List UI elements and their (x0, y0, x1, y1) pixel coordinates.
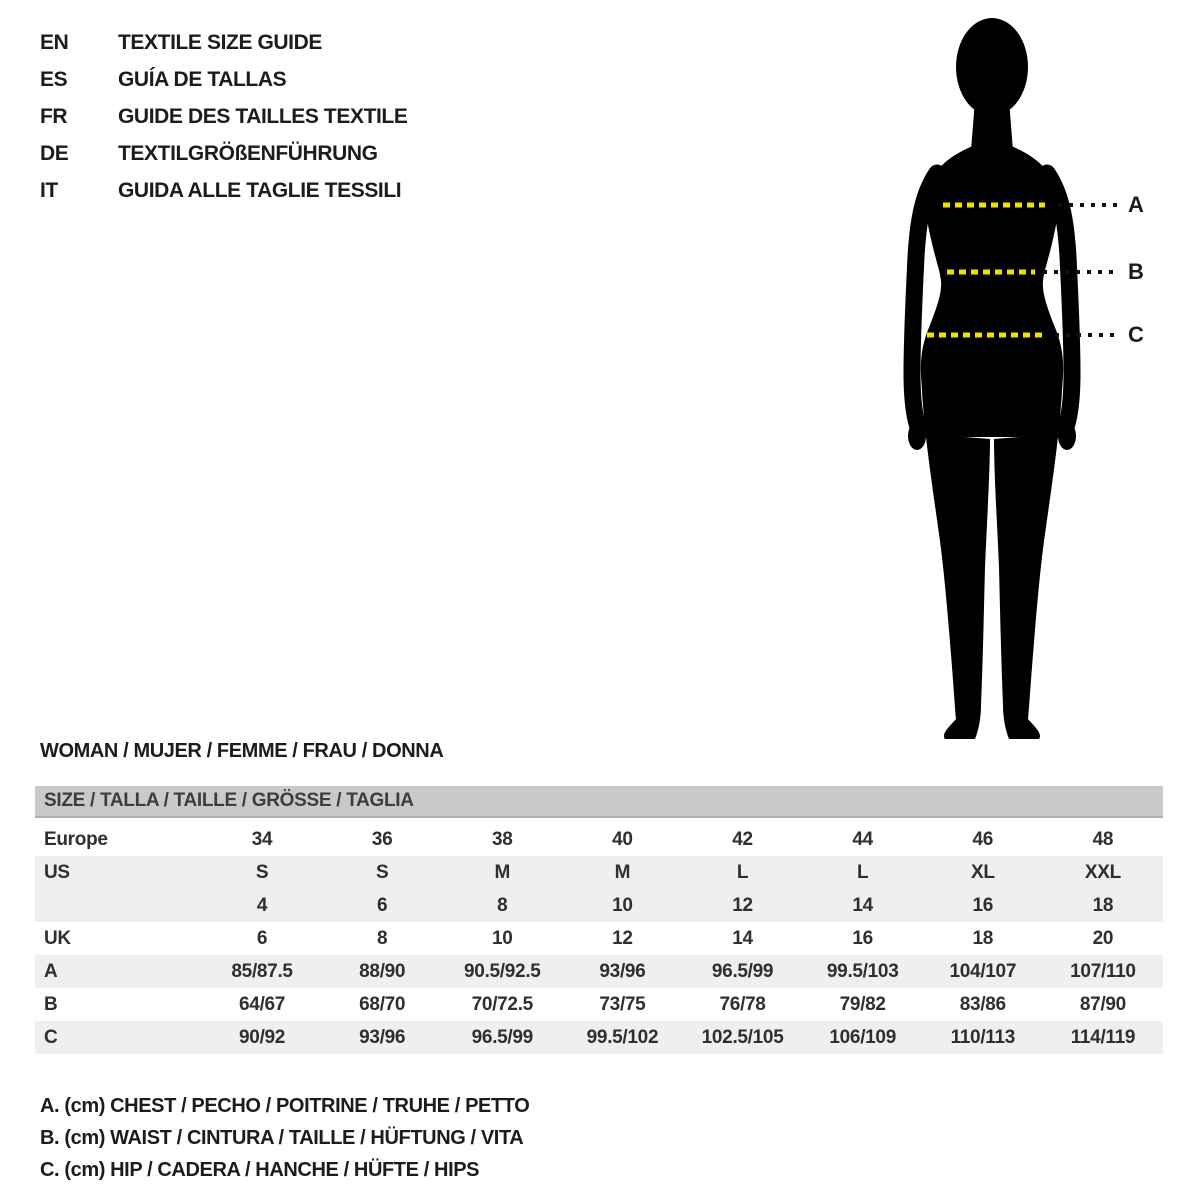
table-row (35, 1021, 1163, 1054)
legend-note: A. (cm) CHEST / PECHO / POITRINE / TRUHE / PETTO (40, 1094, 530, 1117)
woman-silhouette-svg (895, 5, 1155, 745)
silhouette-right-hand (1058, 422, 1076, 450)
table-row-label: B (44, 993, 58, 1015)
table-cell: 10 (612, 894, 633, 916)
table-cell: 44 (852, 828, 873, 850)
table-cell: 64/67 (239, 993, 286, 1015)
table-cell: 18 (1092, 894, 1114, 916)
table-cell: 83/86 (959, 993, 1006, 1015)
table-row (35, 856, 1163, 889)
language-code: ES (40, 67, 68, 91)
table-cell: M (494, 861, 511, 883)
table-cell: 99.5/102 (586, 1026, 659, 1048)
table-cell: 40 (612, 828, 633, 850)
table-cell: 4 (256, 894, 268, 916)
table-cell: 99.5/103 (826, 960, 899, 982)
table-cell: XL (970, 861, 995, 883)
table-cell: 36 (371, 828, 393, 850)
language-code: IT (40, 178, 58, 202)
table-cell: 12 (732, 894, 753, 916)
language-code: FR (40, 104, 68, 128)
table-cell: 16 (852, 927, 873, 949)
language-row (40, 135, 407, 172)
legend-note: B. (cm) WAIST / CINTURA / TAILLE / HÜFTUNG / VITA (40, 1126, 524, 1149)
table-cell: S (376, 861, 389, 883)
table-cell: 12 (612, 927, 633, 949)
measure-label-a: A (1128, 192, 1144, 217)
table-row (35, 988, 1163, 1021)
language-guide-title: GUÍA DE TALLAS (118, 67, 287, 91)
measure-label-c: C (1128, 322, 1144, 347)
table-cell: 106/109 (829, 1026, 896, 1048)
table-cell: 6 (377, 894, 388, 916)
table-cell: M (614, 861, 631, 883)
table-cell: 38 (492, 828, 513, 850)
table-row (35, 823, 1163, 856)
silhouette-left-hand (908, 422, 926, 450)
table-cell: L (857, 861, 869, 883)
table-cell: 8 (377, 927, 388, 949)
table-cell: 93/96 (599, 960, 646, 982)
table-row-label: UK (44, 927, 71, 949)
table-row (35, 889, 1163, 922)
table-cell: 6 (256, 927, 268, 949)
table-cell: S (255, 861, 269, 883)
language-code: EN (40, 30, 69, 54)
table-cell: 90.5/92.5 (464, 960, 541, 982)
woman-figure (895, 5, 1155, 745)
table-cell: XXL (1084, 861, 1121, 883)
legend-note: C. (cm) HIP / CADERA / HANCHE / HÜFTE / HIPS (40, 1158, 480, 1181)
table-cell: 96.5/99 (711, 960, 774, 982)
table-row-label: US (44, 861, 70, 883)
table-cell: 90/92 (239, 1026, 286, 1048)
language-row (40, 24, 407, 61)
table-row-label: A (44, 960, 58, 982)
language-guide-title: TEXTILE SIZE GUIDE (118, 30, 322, 54)
table-cell: 34 (251, 828, 273, 850)
table-cell: 48 (1092, 828, 1114, 850)
table-row (35, 955, 1163, 988)
language-guide-title: TEXTILGRÖßENFÜHRUNG (118, 141, 378, 165)
table-cell: 107/110 (1070, 960, 1136, 982)
table-cell: L (736, 861, 749, 883)
table-cell: 102.5/105 (701, 1026, 784, 1048)
table-cell: 104/107 (949, 960, 1017, 982)
table-cell: 87/90 (1079, 993, 1126, 1015)
table-cell: 88/90 (359, 960, 406, 982)
language-guide-title: GUIDE DES TAILLES TEXTILE (118, 104, 408, 128)
language-row (40, 61, 407, 98)
table-row-label: Europe (44, 828, 108, 850)
table-cell: 70/72.5 (471, 993, 533, 1015)
measure-label-b: B (1128, 259, 1144, 284)
table-cell: 46 (972, 828, 994, 850)
table-row (35, 922, 1163, 955)
size-table (35, 786, 1163, 1054)
table-cell: 79/82 (839, 993, 886, 1015)
table-cell: 114/119 (1070, 1026, 1136, 1048)
silhouette-torso (921, 145, 1063, 437)
table-cell: 20 (1092, 927, 1114, 949)
table-cell: 73/75 (599, 993, 646, 1015)
table-cell: 14 (732, 927, 753, 949)
table-cell: 10 (492, 927, 513, 949)
language-row (40, 98, 407, 135)
measurement-legend (40, 1090, 529, 1186)
woman-silhouette (908, 18, 1076, 739)
table-cell: 110/113 (950, 1026, 1016, 1048)
table-cell: 14 (852, 894, 873, 916)
table-cell: 96.5/99 (471, 1026, 533, 1048)
table-cell: 68/70 (359, 993, 406, 1015)
language-guide-title: GUIDA ALLE TAGLIE TESSILI (118, 178, 402, 202)
table-cell: 8 (497, 894, 508, 916)
table-cell: 93/96 (359, 1026, 406, 1048)
table-row-label: C (44, 1026, 58, 1048)
language-row (40, 172, 407, 209)
table-cell: 16 (972, 894, 994, 916)
language-title-list (40, 24, 407, 209)
section-title-woman: WOMAN / MUJER / FEMME / FRAU / DONNA (40, 740, 444, 762)
table-cell: 18 (972, 927, 994, 949)
table-cell: 42 (732, 828, 753, 850)
table-cell: 85/87.5 (231, 960, 293, 982)
table-cell: 76/78 (719, 993, 766, 1015)
size-table-body (35, 823, 1163, 1054)
language-code: DE (40, 141, 69, 165)
size-table-header: SIZE / TALLA / TAILLE / GRÖSSE / TAGLIA (35, 786, 1163, 818)
